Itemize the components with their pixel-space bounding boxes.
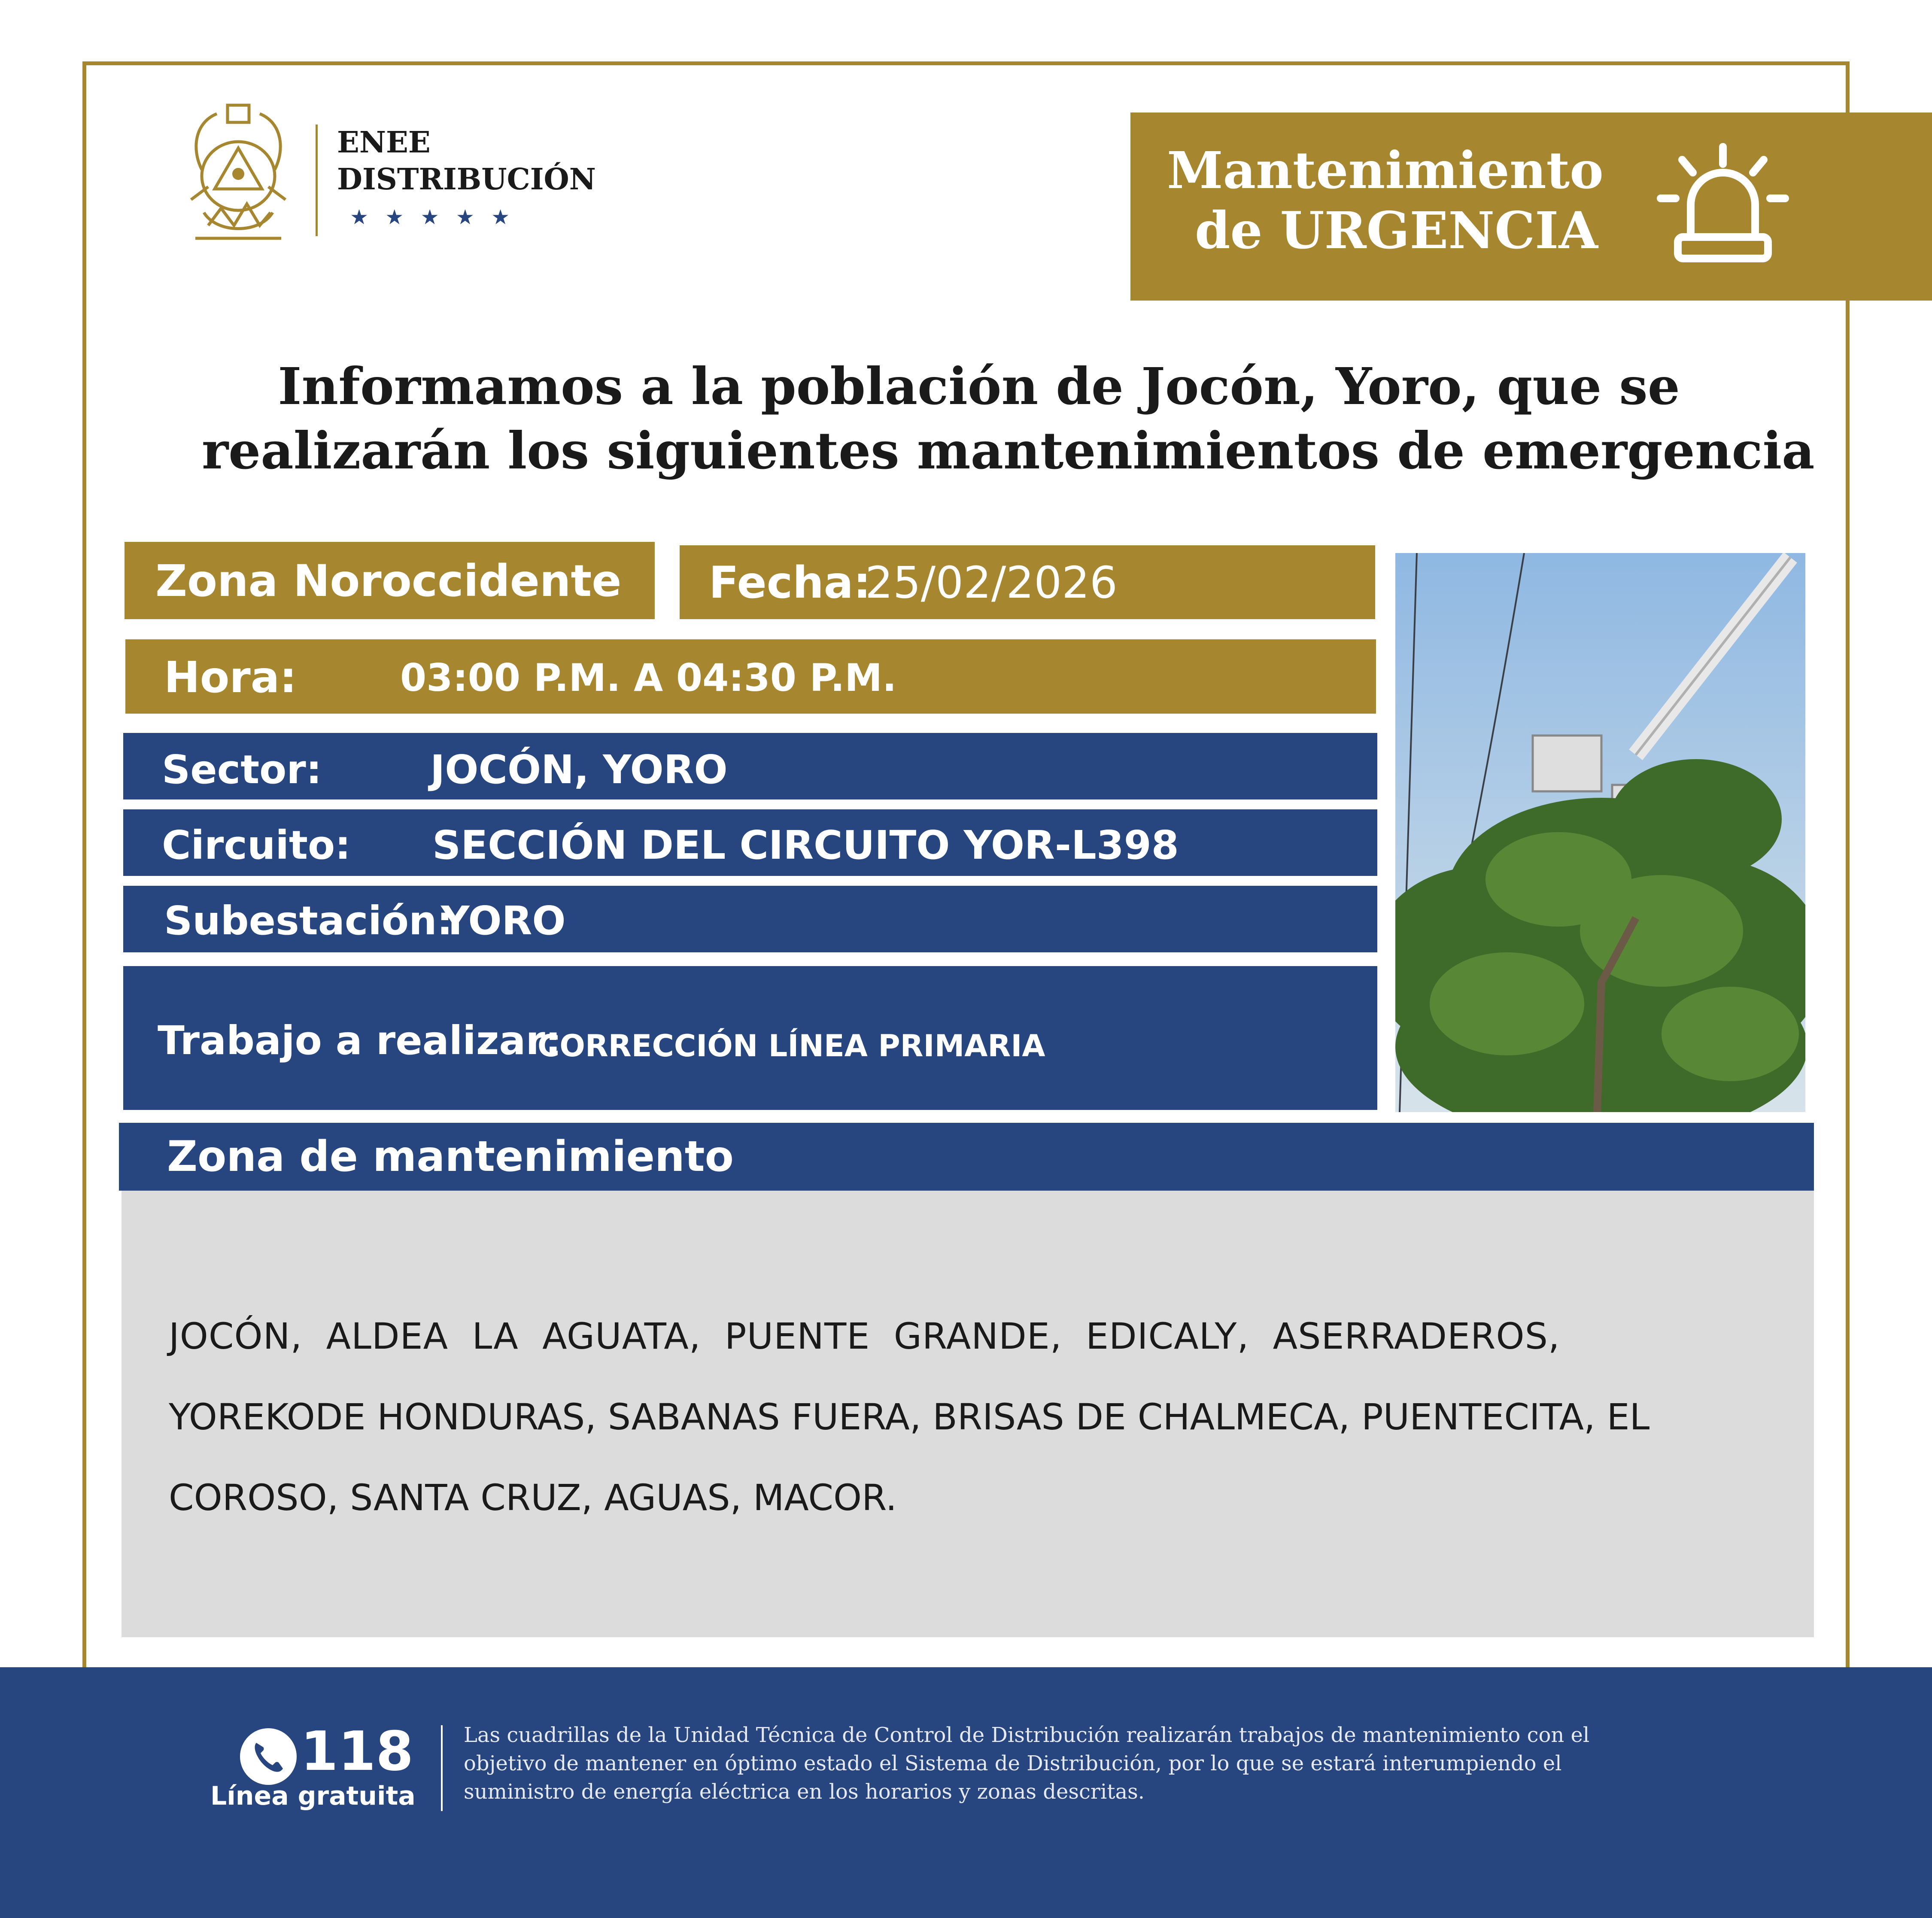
footer: [0, 1667, 1932, 1918]
substation-value: YORO: [441, 898, 566, 944]
badge-title-line2: de URGENCIA: [1195, 201, 1598, 260]
logo: [178, 97, 298, 251]
footer-text-line2: objetivo de mantener en óptimo estado el Sistema de Distribución, por lo que se estará interumpiendo el: [464, 1751, 1562, 1775]
maintenance-zone-text-line2: YOREKODE HONDURAS, SABANAS FUERA, BRISAS DE CHALMECA, PUENTECITA, EL: [169, 1396, 1650, 1438]
circuit-label: Circuito:: [162, 822, 351, 868]
org-name-line1: ENEE: [337, 125, 431, 160]
maintenance-zone-text-line1: JOCÓN, ALDEA LA AGUATA, PUENTE GRANDE, EDICALY, ASERRADEROS,: [169, 1315, 1560, 1357]
intro-heading-line2: realizarán los siguientes mantenimientos de emergencia: [202, 421, 1815, 480]
siren-alarm-icon: [1652, 138, 1794, 271]
time-box: [125, 639, 1376, 714]
work-row: [123, 966, 1377, 1110]
maintenance-zone-title: Zona de mantenimiento: [167, 1132, 734, 1181]
honduras-coat-of-arms-icon: [178, 97, 298, 251]
maintenance-zone-header: [119, 1123, 1814, 1191]
date-box: [680, 545, 1375, 619]
maintenance-zone-panel: [122, 1191, 1814, 1637]
time-value: 03:00 P.M. A 04:30 P.M.: [400, 656, 897, 700]
urgent-badge: [1130, 112, 1932, 301]
footer-text-line3: suministro de energía eléctrica en los horarios y zonas descritas.: [464, 1780, 1145, 1804]
logo-divider: [316, 125, 318, 236]
sector-row: [123, 733, 1377, 799]
zone-label: Zona Noroccidente: [155, 556, 622, 607]
sector-value: JOCÓN, YORO: [430, 747, 728, 793]
substation-label: Subestación:: [164, 898, 453, 944]
footer-divider: [441, 1725, 443, 1811]
footer-text-line1: Las cuadrillas de la Unidad Técnica de Control de Distribución realizarán trabajos de mantenimiento con el: [464, 1723, 1590, 1747]
time-label: Hora:: [164, 652, 297, 702]
maintenance-zone-text-line3: COROSO, SANTA CRUZ, AGUAS, MACOR.: [169, 1477, 897, 1519]
maintenance-photo: [1395, 553, 1805, 1112]
sector-label: Sector:: [162, 747, 322, 793]
work-value: CORRECCIÓN LÍNEA PRIMARIA: [538, 1028, 1045, 1064]
circuit-row: [123, 809, 1377, 876]
bucket-truck-crane-among-trees-icon: [1395, 553, 1805, 1112]
badge-title-line1: Mantenimiento: [1167, 140, 1604, 200]
intro-heading-line1: Informamos a la población de Jocón, Yoro, que se: [278, 356, 1680, 416]
zone-box: [125, 542, 655, 619]
date-label: Fecha:: [709, 557, 871, 608]
date-value: 25/02/2026: [865, 557, 1118, 608]
phone-label: Línea gratuita: [210, 1781, 416, 1811]
substation-row: [123, 886, 1377, 952]
work-label: Trabajo a realizar:: [158, 1018, 561, 1064]
org-name-line2: DISTRIBUCIÓN: [337, 162, 596, 197]
org-stars: ★ ★ ★ ★ ★: [350, 205, 515, 229]
circuit-value: SECCIÓN DEL CIRCUITO YOR-L398: [432, 822, 1179, 868]
phone-number: 118: [301, 1720, 414, 1783]
phone-icon: [238, 1727, 298, 1787]
